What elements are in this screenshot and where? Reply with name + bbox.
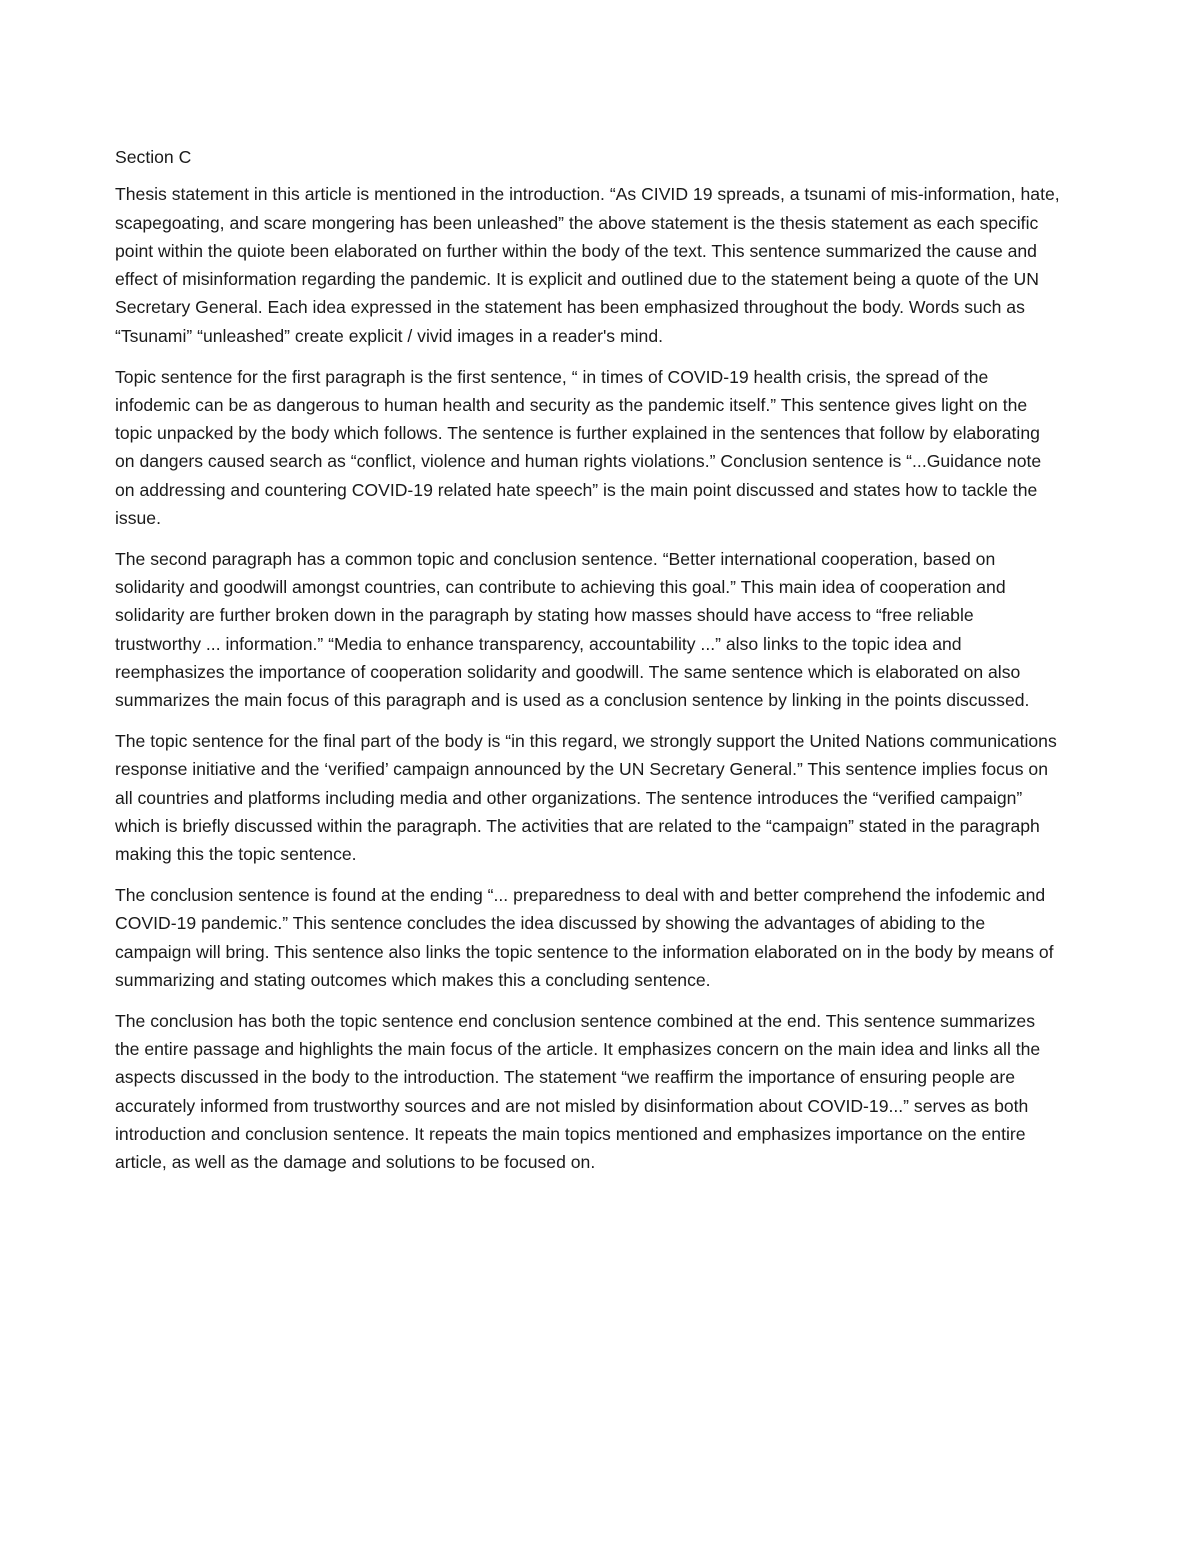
document-body <box>115 143 1060 1189</box>
paragraph-second-paragraph-analysis: The second paragraph has a common topic and conclusion sentence. “Better international cooperation, based on solidarity and goodwill amongst countries, can contribute to achieving this goal.” This main idea of cooperation and solidarity are further broken down in the paragraph by stating how masses should have access to “free reliable trustworthy ... information.” “Media to enhance transparency, accountability ...” also links to the topic idea and reemphasizes the importance of cooperation solidarity and goodwill. The same sentence which is elaborated on also summarizes the main focus of this paragraph and is used as a conclusion sentence by linking in the points discussed. <box>115 548 1030 711</box>
paragraph-conclusion-analysis: The conclusion has both the topic sentence end conclusion sentence combined at the end. This sentence summarizes the entire passage and highlights the main focus of the article. It emphasizes concern on the main idea and links all the aspects discussed in the body to the introduction. The statement “we reaffirm the importance of ensuring people are accurately informed from trustworthy sources and are not misled by disinformation about COVID-19...” serves as both introduction and conclusion sentence. It repeats the main topics mentioned and emphasizes importance on the entire article, as well as the damage and solutions to be focused on. <box>115 1010 1041 1173</box>
section-heading: Section C <box>115 147 192 167</box>
paragraph-final-body-topic-sentence: The topic sentence for the final part of the body is “in this regard, we strongly support the United Nations communications response initiative and the ‘verified’ campaign announced by the UN Secretary General.” This sentence implies focus on all countries and platforms including media and other organizations. The sentence introduces the “verified campaign” which is briefly discussed within the paragraph. The activities that are related to the “campaign” stated in the paragraph making this the topic sentence. <box>115 731 1057 865</box>
paragraph-thesis-statement: Thesis statement in this article is mentioned in the introduction. “As CIVID 19 spreads, a tsunami of mis-information, hate, scapegoating, and scare mongering has been unleashed” the above statement is the thesis statement as each specific point within the quiote been elaborated on further within the body of the text. This sentence summarized the cause and effect of misinformation regarding the pandemic. It is explicit and outlined due to the statement being a quote of the UN Secretary General. Each idea expressed in the statement has been emphasized throughout the body. Words such as “Tsunami” “unleashed” create explicit / vivid images in a reader's mind. <box>115 184 1060 346</box>
paragraph-conclusion-sentence: The conclusion sentence is found at the ending “... preparedness to deal with and better comprehend the infodemic and COVID-19 pandemic.” This sentence concludes the idea discussed by showing the advantages of abiding to the campaign will bring. This sentence also links the topic sentence to the information elaborated on in the body by means of summarizing and stating outcomes which makes this a concluding sentence. <box>115 885 1054 991</box>
paragraph-first-topic-sentence: Topic sentence for the first paragraph is the first sentence, “ in times of COVID-19 health crisis, the spread of the infodemic can be as dangerous to human health and security as the pandemic itself.” This sentence gives light on the topic unpacked by the body which follows. The sentence is further explained in the sentences that follow by elaborating on dangers caused search as “conflict, violence and human rights violations.” Conclusion sentence is “...Guidance note on addressing and countering COVID-19 related hate speech” is the main point discussed and states how to tackle the issue. <box>115 366 1042 529</box>
